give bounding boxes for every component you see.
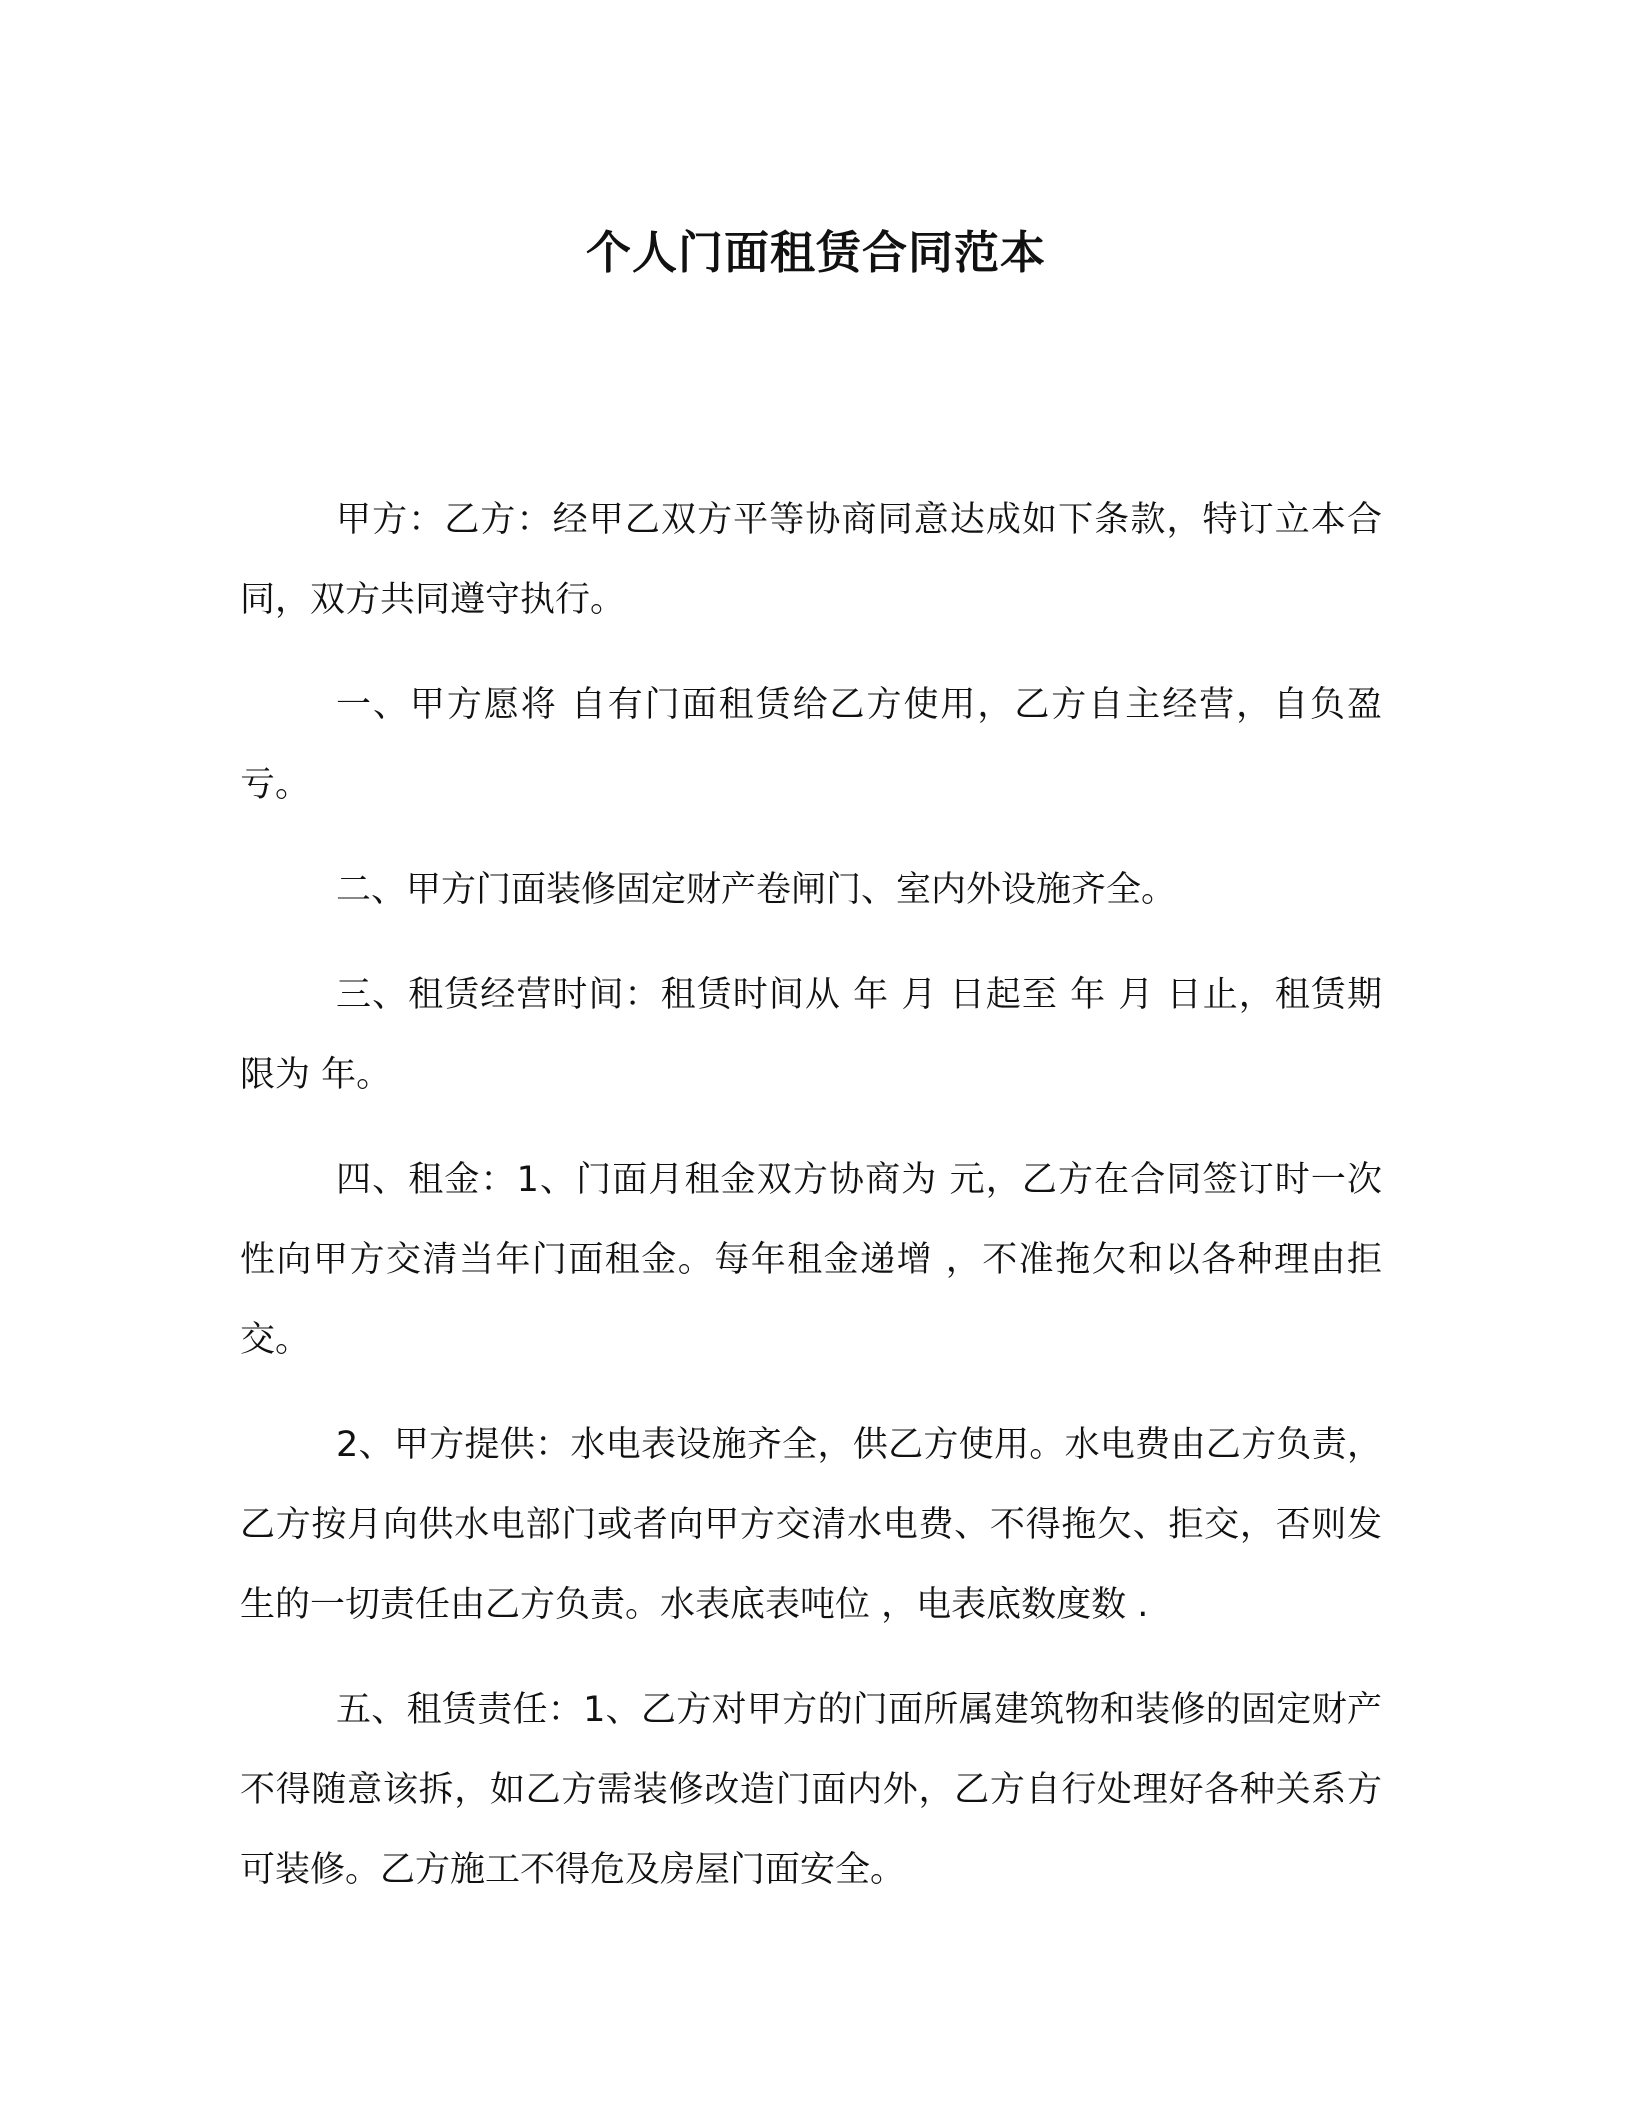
paragraph-clause-2: 二、甲方门面装修固定财产卷闸门、室内外设施齐全。	[336, 870, 1177, 910]
paragraph-parties: 甲方：乙方：经甲乙双方平等协商同意达成如下条款，特订立本合同，双方共同遵守执行。	[240, 500, 1382, 620]
paragraph-clause-4-utilities: 2、甲方提供：水电表设施齐全，供乙方使用。水电费由乙方负责，乙方按月向供水电部门或者向甲方交清水电费、不得拖欠、拒交，否则发生的一切责任由乙方负责。水表底表吨位 ，电表底数度数 .	[240, 1425, 1382, 1625]
document-title: 个人门面租赁合同范本	[585, 226, 1046, 279]
paragraph-clause-5: 五、租赁责任：1、乙方对甲方的门面所属建筑物和装修的固定财产不得随意该拆，如乙方需装修改造门面内外，乙方自行处理好各种关系方可装修。乙方施工不得危及房屋门面安全。	[240, 1690, 1382, 1890]
paragraph-clause-4-rent: 四、租金：1、门面月租金双方协商为 元，乙方在合同签订时一次性向甲方交清当年门面租金。每年租金递增 ，不准拖欠和以各种理由拒交。	[240, 1160, 1382, 1360]
paragraph-clause-3: 三、租赁经营时间：租赁时间从 年 月 日起至 年 月 日止，租赁期限为 年。	[240, 975, 1382, 1095]
paragraph-clause-1: 一、甲方愿将 自有门面租赁给乙方使用，乙方自主经营，自负盈亏。	[240, 685, 1382, 805]
document-body	[240, 480, 1382, 1935]
